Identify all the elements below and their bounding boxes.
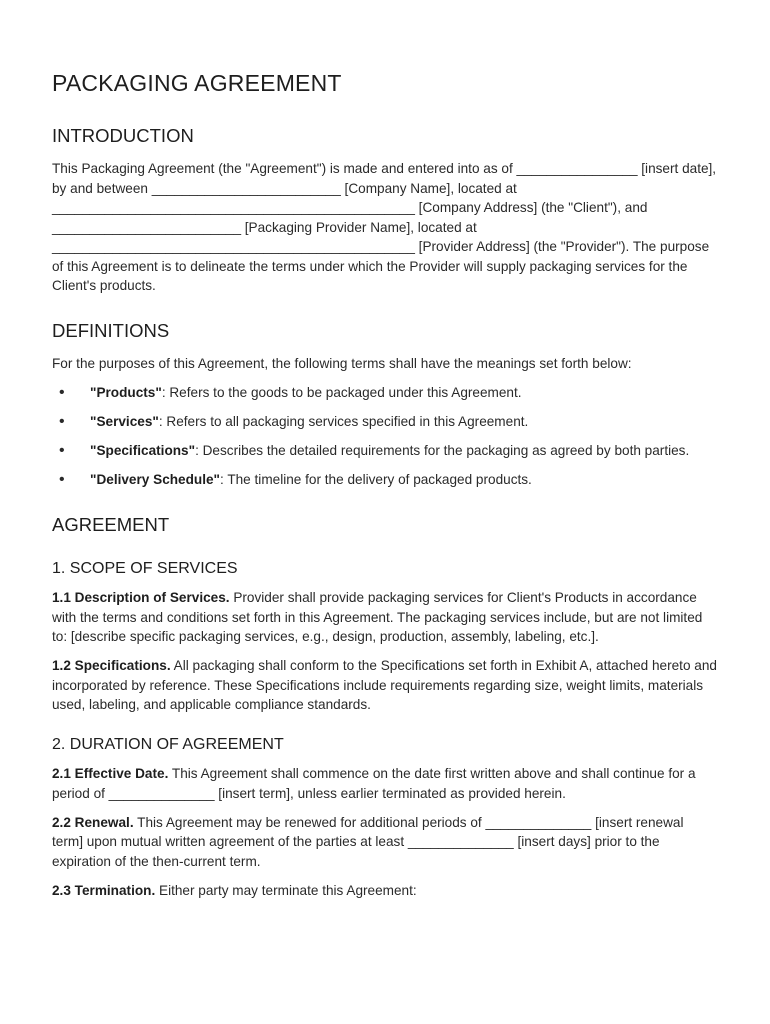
definition-text: : Refers to all packaging services specified in this Agreement.: [158, 414, 529, 429]
clause-1-1: [52, 588, 718, 647]
bullet-icon: •: [59, 413, 65, 430]
clause-text: This Agreement shall commence on the date first written above and shall continue for a period of ______________ [insert term], unless earlier terminated as provided herein.: [52, 766, 696, 801]
definition-text: : Refers to the goods to be packaged under this Agreement.: [161, 385, 522, 400]
clause-text: Provider shall provide packaging services for Client's Products in accordance with the terms and conditions set forth in this Agreement. The packaging services include, but are not limited to: [describe specific packaging services, e.g., design, production, assembly, labeling, etc.].: [52, 590, 703, 644]
bullet-icon: •: [59, 384, 65, 401]
clause-label: 1.1 Description of Services.: [52, 590, 230, 605]
introduction-heading: INTRODUCTION: [52, 125, 194, 146]
list-item: [52, 441, 718, 461]
section-2-heading: 2. DURATION OF AGREEMENT: [52, 736, 284, 753]
introduction-text: This Packaging Agreement (the "Agreement") is made and entered into as of ________________ [insert date], by and between _________________________ [Company Name], located at ________________________________________________ [Company Address] (the "Client"), and _________________________ [Packaging Provider Name], located at ________________________________________________ [Provider Address] (the "Provider"). The purpose of this Agreement is to delineate the terms under which the Provider will supply packaging services for the Client's products.: [52, 161, 717, 293]
list-item: [52, 470, 718, 490]
bullet-icon: •: [59, 471, 65, 488]
clause-label: 1.2 Specifications.: [52, 658, 171, 673]
document-title: PACKAGING AGREEMENT: [52, 70, 342, 96]
list-item: [52, 383, 718, 403]
agreement-heading: AGREEMENT: [52, 514, 170, 535]
definitions-intro: For the purposes of this Agreement, the following terms shall have the meanings set forth below:: [52, 355, 632, 371]
definitions-list: [52, 383, 718, 490]
clause-label: 2.3 Termination.: [52, 882, 156, 898]
clause-text: This Agreement may be renewed for additional periods of ______________ [insert renewal term] upon mutual written agreement of the parties at least ______________ [insert days] prior to the expiration of the then-current term.: [52, 814, 684, 869]
clause-2-2: [52, 813, 718, 872]
clause-label: 2.2 Renewal.: [52, 814, 134, 830]
clause-text: Either party may terminate this Agreement:: [155, 882, 417, 898]
definitions-heading: DEFINITIONS: [52, 319, 170, 341]
definition-term: "Services": [90, 414, 159, 429]
definition-text: : The timeline for the delivery of packaged products.: [220, 472, 532, 487]
clause-1-2: [52, 656, 718, 715]
section-1-heading: 1. SCOPE OF SERVICES: [52, 560, 238, 577]
bullet-icon: •: [59, 442, 65, 459]
definition-term: "Specifications": [90, 443, 196, 458]
definition-text: : Describes the detailed requirements for the packaging as agreed by both parties.: [195, 443, 690, 458]
list-item: [52, 412, 718, 432]
clause-2-3: [52, 881, 718, 901]
clause-text: All packaging shall conform to the Specifications set forth in Exhibit A, attached hereto and incorporated by reference. These Specifications include requirements regarding size, weight limits, materials used, labeling, and applicable compliance standards.: [52, 658, 717, 712]
definition-term: "Products": [90, 385, 162, 400]
clause-label: 2.1 Effective Date.: [52, 766, 169, 781]
clause-2-1: [52, 764, 718, 803]
definition-term: "Delivery Schedule": [90, 472, 221, 487]
